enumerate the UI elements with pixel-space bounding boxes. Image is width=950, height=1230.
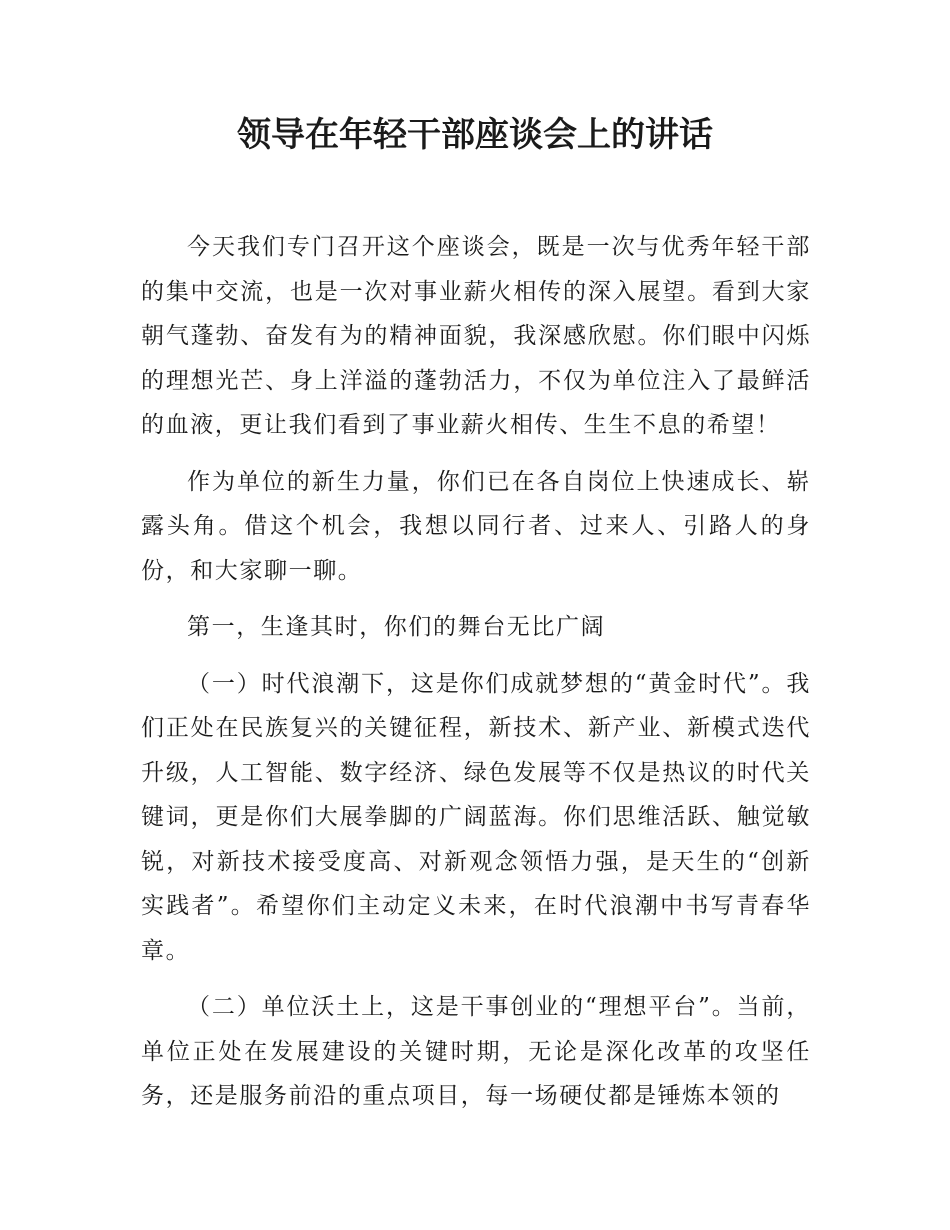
- section-heading-1: 第一，生逢其时，你们的舞台无比广阔: [187, 614, 606, 640]
- paragraph-intro: 今天我们专门召开这个座谈会，既是一次与优秀年轻干部的集中交流，也是一次对事业薪火相传的深入展望。看到大家朝气蓬勃、奋发有为的精神面貌，我深感欣慰。你们眼中闪烁的理想光芒、身上洋溢的蓬勃活力，不仅为单位注入了最鲜活的血液，更让我们看到了事业薪火相传、生生不息的希望！: [141, 234, 811, 438]
- document-title: 领导在年轻干部座谈会上的讲话: [237, 115, 713, 155]
- paragraph-point-1: （一）时代浪潮下，这是你们成就梦想的“黄金时代”。我们正处在民族复兴的关键征程，新技术、新产业、新模式迭代升级，人工智能、数字经济、绿色发展等不仅是热议的时代关键词，更是你们大展拳脚的广阔蓝海。你们思维活跃、触觉敏锐，对新技术接受度高、对新观念领悟力强，是天生的“创新实践者”。希望你们主动定义未来，在时代浪潮中书写青春华章。: [141, 670, 811, 964]
- paragraph-point-2: （二）单位沃土上，这是干事创业的“理想平台”。当前，单位正处在发展建设的关键时期，无论是深化改革的攻坚任务，还是服务前沿的重点项目，每一场硬仗都是锤炼本领的: [141, 994, 811, 1109]
- paragraph-purpose: 作为单位的新生力量，你们已在各自岗位上快速成长、崭露头角。借这个机会，我想以同行者、过来人、引路人的身份，和大家聊一聊。: [141, 468, 811, 584]
- document-body: [141, 225, 811, 1131]
